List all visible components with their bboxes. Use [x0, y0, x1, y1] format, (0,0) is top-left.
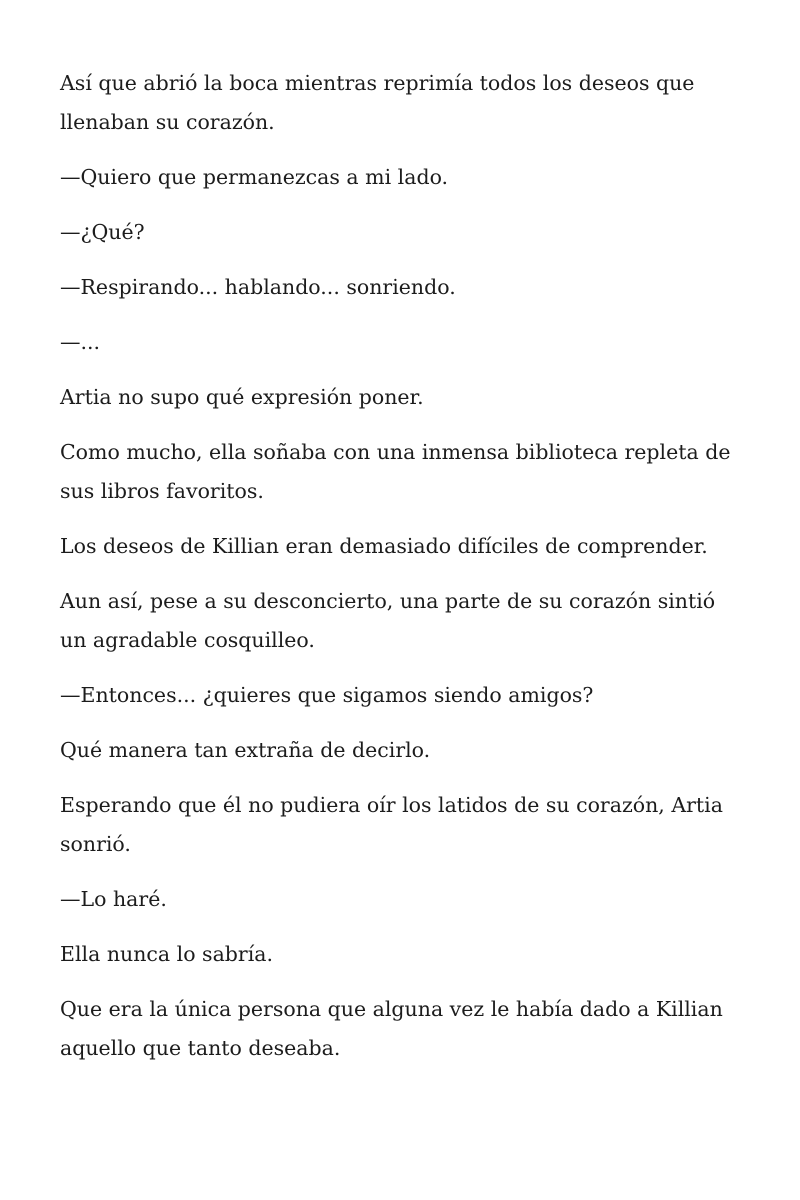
paragraph: —Entonces... ¿quieres que sigamos siendo amigos?: [60, 683, 594, 707]
paragraph: Aun así, pese a su desconcierto, una parte de su corazón sintió un agradable cosquilleo.: [60, 589, 716, 652]
paragraph: Ella nunca lo sabría.: [60, 942, 274, 966]
document-page: [60, 64, 740, 1084]
paragraph: —¿Qué?: [60, 220, 145, 244]
paragraph: —Lo haré.: [60, 887, 167, 911]
paragraph: —Respirando... hablando... sonriendo.: [60, 275, 456, 299]
paragraph: —...: [60, 330, 101, 354]
paragraph: Artia no supo qué expresión poner.: [60, 385, 424, 409]
paragraph: Esperando que él no pudiera oír los latidos de su corazón, Artia sonrió.: [60, 793, 723, 856]
paragraph: Así que abrió la boca mientras reprimía todos los deseos que llenaban su corazón.: [60, 71, 695, 134]
paragraph: —Quiero que permanezcas a mi lado.: [60, 165, 449, 189]
paragraph: Que era la única persona que alguna vez le había dado a Killian aquello que tanto deseaba.: [60, 997, 723, 1060]
paragraph: Como mucho, ella soñaba con una inmensa biblioteca repleta de sus libros favoritos.: [60, 440, 731, 503]
paragraph: Los deseos de Killian eran demasiado difíciles de comprender.: [60, 534, 708, 558]
paragraph: Qué manera tan extraña de decirlo.: [60, 738, 431, 762]
